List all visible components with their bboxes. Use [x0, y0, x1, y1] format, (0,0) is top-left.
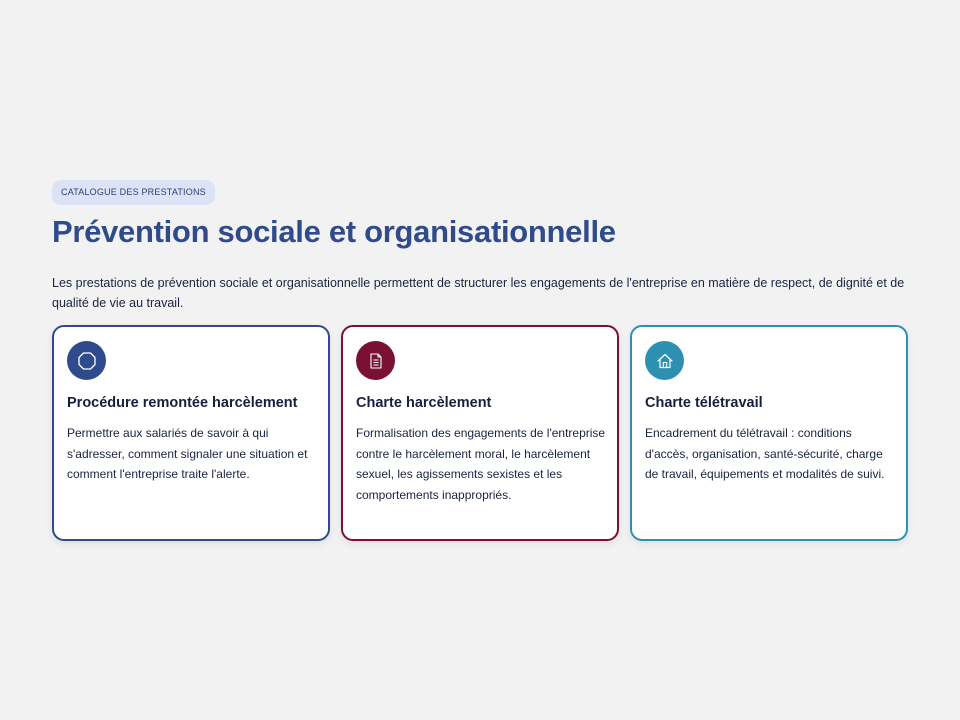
card-title: Charte harcèlement [356, 395, 492, 411]
service-cards [52, 325, 908, 541]
card-title: Procédure remontée harcèlement [67, 395, 298, 411]
page-content [52, 180, 908, 502]
card-description: Encadrement du télétravail : conditions d'accès, organisation, santé-sécurité, charge de travail, équipements et modalités de suivi. [645, 426, 885, 481]
catalogue-badge: CATALOGUE DES PRESTATIONS [52, 180, 215, 205]
card-description: Formalisation des engagements de l'entreprise contre le harcèlement moral, le harcèlement sexuel, les agissements sexistes et les comportements inappropriés. [356, 426, 606, 502]
card-charte-harcelement[interactable] [341, 325, 619, 541]
page-title: Prévention sociale et organisationnelle [52, 214, 616, 249]
octagon-icon [67, 341, 106, 380]
card-description: Permettre aux salariés de savoir à qui s'adresser, comment signaler une situation et comment l'entreprise traite l'alerte. [67, 426, 308, 481]
document-icon [356, 341, 395, 380]
card-title: Charte télétravail [645, 395, 763, 411]
card-procedure-remontee[interactable] [52, 325, 330, 541]
card-charte-teletravail[interactable] [630, 325, 908, 541]
intro-paragraph: Les prestations de prévention sociale et organisationnelle permettent de structurer les engagements de l'entreprise en matière de respect, de dignité et de qualité de vie au travail. [52, 276, 905, 310]
home-icon [645, 341, 684, 380]
